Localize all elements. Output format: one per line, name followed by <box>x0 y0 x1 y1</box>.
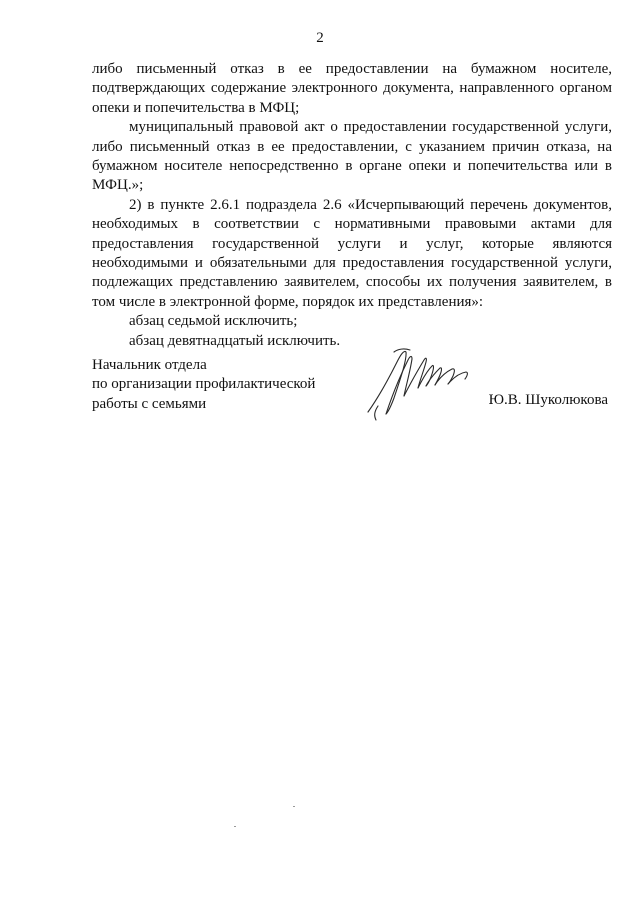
page-number: 2 <box>316 30 324 46</box>
document-body <box>92 60 612 351</box>
paragraph-exclude-seventh: абзац седьмой исключить; <box>129 313 298 330</box>
signer-position-line: работы с семьями <box>92 395 207 412</box>
paragraph-exclude-nineteenth: абзац девятнадцатый исключить. <box>129 332 341 349</box>
signer-name: Ю.В. Шуколюкова <box>488 392 608 408</box>
scan-speck <box>293 806 295 807</box>
signer-position <box>92 356 315 414</box>
signature-block <box>92 356 612 436</box>
paragraph-amendment-2-6-1: 2) в пункте 2.6.1 подраздела 2.6 «Исчерпывающий перечень документов, необходимых в соответствии с нормативными правовыми актами для предоставления государственной услуги и услуг, которые являются необходимыми и обязательными для предоставления государственной услуги, подлежащих представлению заявителем, способы их получения заявителем, в том числе в электронной форме, порядок их представления»: <box>92 196 612 310</box>
signer-position-line: по организации профилактической <box>92 376 316 393</box>
paragraph-mfc-documents: либо письменный отказ в ее предоставлении на бумажном носителе, подтверждающих содержание электронного документа, направленного органом опеки и попечительства в МФЦ; <box>92 61 612 116</box>
paragraph-municipal-act: муниципальный правовой акт о предоставлении государственной услуги, либо письменный отказ в ее предоставлении, с указанием причин отказа, на бумажном носителе непосредственно в органе опеки и попечительства или в МФЦ.»; <box>92 119 612 194</box>
signer-position-line: Начальник отдела <box>92 357 207 373</box>
handwritten-signature <box>364 346 476 426</box>
scan-speck <box>234 826 236 827</box>
